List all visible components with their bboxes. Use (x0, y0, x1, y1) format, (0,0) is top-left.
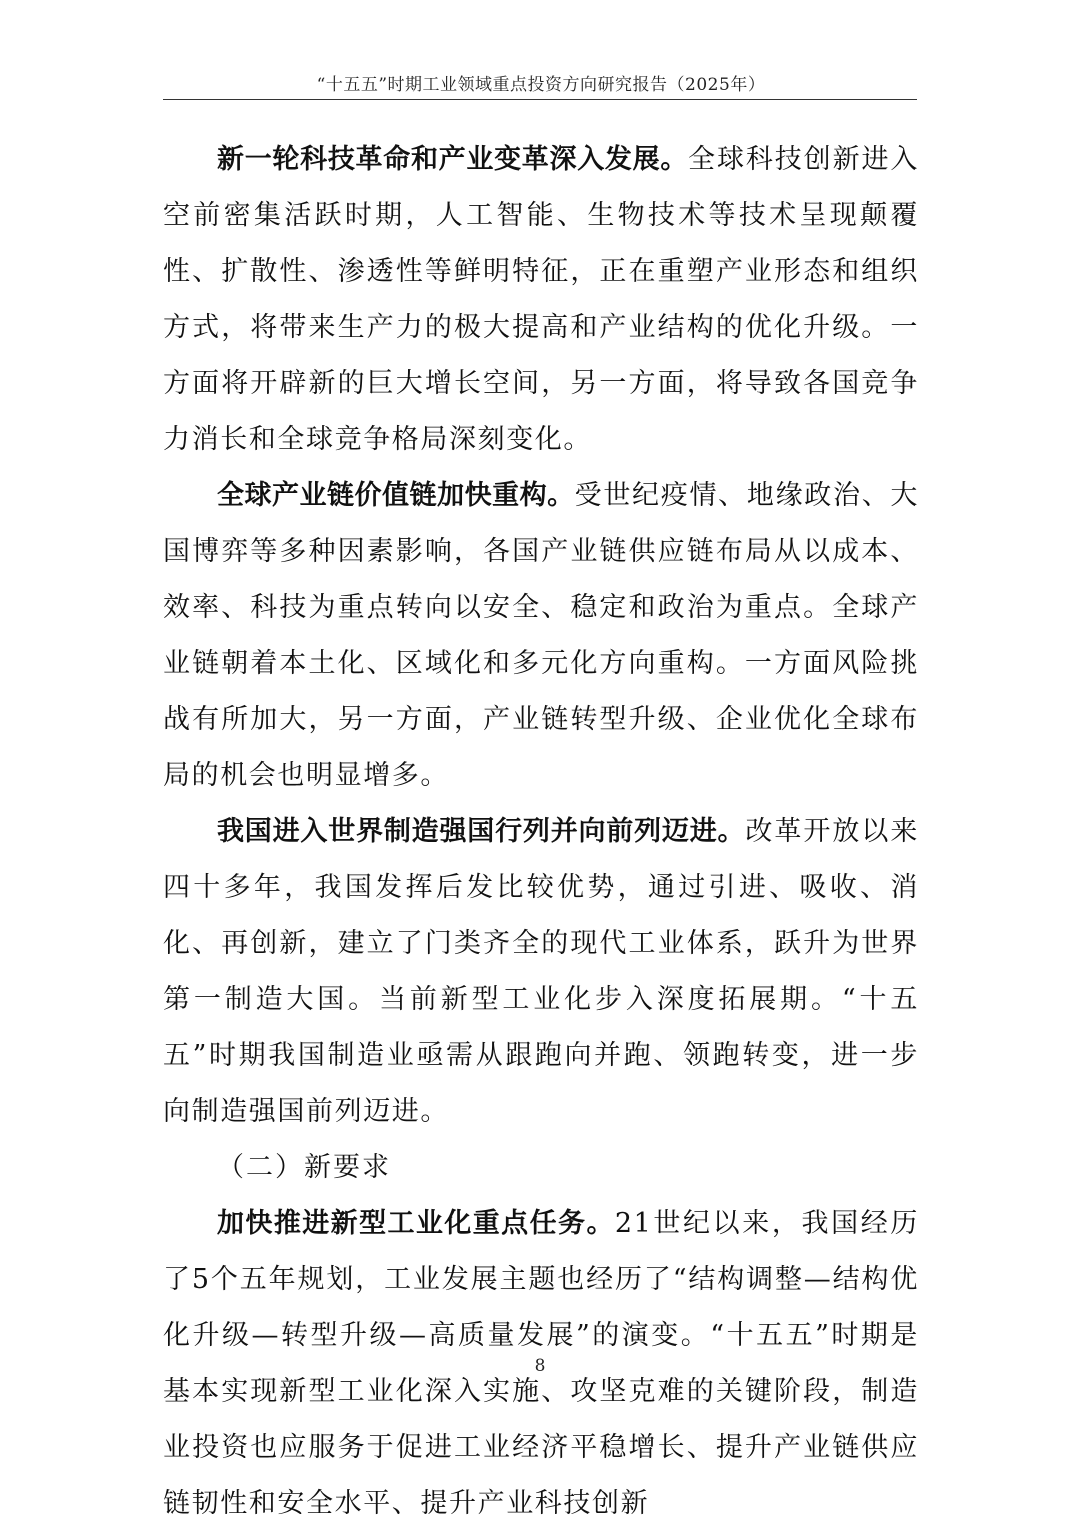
paragraph-lead: 新一轮科技革命和产业变革深入发展。 (217, 144, 689, 175)
paragraph-lead: 我国进入世界制造强国行列并向前列迈进。 (217, 816, 746, 847)
paragraph-text: 受世纪疫情、地缘政治、大国博弈等多种因素影响，各国产业链供应链布局从以成本、效率、科技为重点转向以安全、稳定和政治为重点。全球产业链朝着本土化、区域化和多元化方向重构。一方面风险挑战有所加大，另一方面，产业链转型升级、企业优化全球布局的机会也明显增多。 (163, 480, 919, 791)
document-body (163, 132, 919, 1532)
paragraph-lead: 加快推进新型工业化重点任务。 (217, 1208, 615, 1239)
paragraph-manufacturing-power (163, 804, 919, 1140)
page-number: 8 (534, 1356, 546, 1376)
paragraph-text: 全球科技创新进入空前密集活跃时期，人工智能、生物技术等技术呈现颠覆性、扩散性、渗透性等鲜明特征，正在重塑产业形态和组织方式，将带来生产力的极大提高和产业结构的优化升级。一方面将开辟新的巨大增长空间，另一方面，将导致各国竞争力消长和全球竞争格局深刻变化。 (163, 144, 919, 455)
section-subheading: （二）新要求 (217, 1152, 391, 1183)
paragraph-text: 改革开放以来四十多年，我国发挥后发比较优势，通过引进、吸收、消化、再创新，建立了门类齐全的现代工业体系，跃升为世界第一制造大国。当前新型工业化步入深度拓展期。“十五五”时期我国制造业亟需从跟跑向并跑、领跑转变，进一步向制造强国前列迈进。 (163, 816, 919, 1127)
paragraph-lead: 全球产业链价值链加快重构。 (217, 480, 575, 511)
paragraph-global-chain (163, 468, 919, 804)
header-divider (163, 99, 917, 100)
page-header-title: “十五五”时期工业领域重点投资方向研究报告（2025年） (316, 75, 766, 95)
paragraph-text: 21世纪以来，我国经历了5个五年规划，工业发展主题也经历了“结构调整—结构优化升级—转型升级—高质量发展”的演变。“十五五”时期是基本实现新型工业化深入实施、攻坚克难的关键阶段，制造业投资也应服务于促进工业经济平稳增长、提升产业链供应链韧性和安全水平、提升产业科技创新 (163, 1208, 919, 1519)
paragraph-tech-revolution (163, 132, 919, 468)
